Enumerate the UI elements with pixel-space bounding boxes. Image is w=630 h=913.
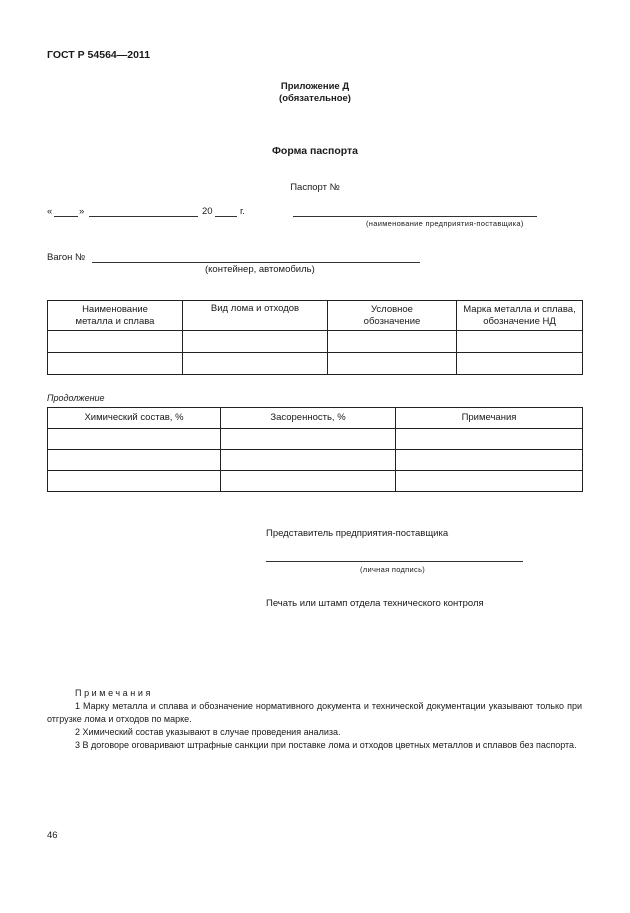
column-header-designation: Условное обозначение: [328, 301, 457, 331]
table-cell[interactable]: [396, 450, 583, 471]
table-cell[interactable]: [396, 471, 583, 492]
notes-heading: Примечания: [75, 688, 153, 698]
column-header-grade-nd: Марка металла и сплава, обозначение НД: [457, 301, 583, 331]
appendix-title: Приложение Д: [280, 81, 350, 92]
wagon-number-blank[interactable]: [92, 262, 420, 263]
table-row: [48, 471, 583, 492]
table-cell[interactable]: [48, 353, 183, 375]
table-cell[interactable]: [457, 331, 583, 353]
page-number: 46: [47, 830, 58, 841]
table-cell[interactable]: [183, 353, 328, 375]
table-row: [48, 450, 583, 471]
supplier-name-caption: (наименование предприятия-поставщика): [366, 219, 524, 228]
table-row: [48, 353, 583, 375]
table-row: [48, 331, 583, 353]
column-header-contamination: Засоренность, %: [221, 408, 396, 429]
table-cell[interactable]: [48, 429, 221, 450]
note-item: 2 Химический состав указывают в случае проведения анализа.: [75, 727, 341, 737]
table-cell[interactable]: [48, 450, 221, 471]
table-header-row: [48, 301, 583, 331]
representative-label: Представитель предприятия-поставщика: [266, 528, 449, 539]
table-cell[interactable]: [48, 471, 221, 492]
passport-continuation-table: [47, 407, 583, 492]
table-cell[interactable]: [221, 450, 396, 471]
date-year-prefix: 20: [202, 206, 213, 217]
date-open-quote: «: [47, 206, 53, 217]
column-header-chemical-composition: Химический состав, %: [48, 408, 221, 429]
date-day-blank[interactable]: [54, 216, 78, 217]
appendix-subtitle: (обязательное): [279, 93, 351, 104]
table-cell[interactable]: [396, 429, 583, 450]
passport-number-label: Паспорт №: [290, 182, 340, 193]
table-cell[interactable]: [457, 353, 583, 375]
date-close-quote: »: [79, 206, 85, 217]
table-cell[interactable]: [221, 429, 396, 450]
stamp-label: Печать или штамп отдела технического контроля: [266, 598, 484, 609]
column-header-metal-name: Наименование металла и сплава: [48, 301, 183, 331]
table-cell[interactable]: [48, 331, 183, 353]
document-standard-header: ГОСТ Р 54564—2011: [47, 49, 151, 61]
signature-blank[interactable]: [266, 561, 523, 562]
column-header-remarks: Примечания: [396, 408, 583, 429]
supplier-name-blank[interactable]: [293, 216, 537, 217]
table-cell[interactable]: [328, 353, 457, 375]
table-cell[interactable]: [221, 471, 396, 492]
form-title: Форма паспорта: [271, 145, 359, 157]
note-item: 1 Марку металла и сплава и обозначение нормативного документа и технической документации указывают только при отгрузке лома и отходов по марке.: [47, 701, 582, 724]
notes-section: [47, 687, 582, 752]
note-item: 3 В договоре оговаривают штрафные санкции при поставке лома и отходов цветных металлов и сплавов без паспорта.: [75, 740, 577, 750]
date-month-blank[interactable]: [89, 216, 198, 217]
continuation-label: Продолжение: [47, 393, 105, 403]
date-year-suffix: г.: [240, 206, 245, 217]
wagon-label: Вагон №: [47, 252, 86, 263]
table-row: [48, 429, 583, 450]
wagon-caption: (контейнер, автомобиль): [205, 264, 315, 275]
date-year-blank[interactable]: [215, 216, 237, 217]
column-header-scrap-type: Вид лома и отходов: [183, 301, 328, 331]
signature-caption: (личная подпись): [360, 565, 426, 574]
table-cell[interactable]: [328, 331, 457, 353]
passport-main-table: [47, 300, 583, 375]
table-header-row: [48, 408, 583, 429]
table-cell[interactable]: [183, 331, 328, 353]
